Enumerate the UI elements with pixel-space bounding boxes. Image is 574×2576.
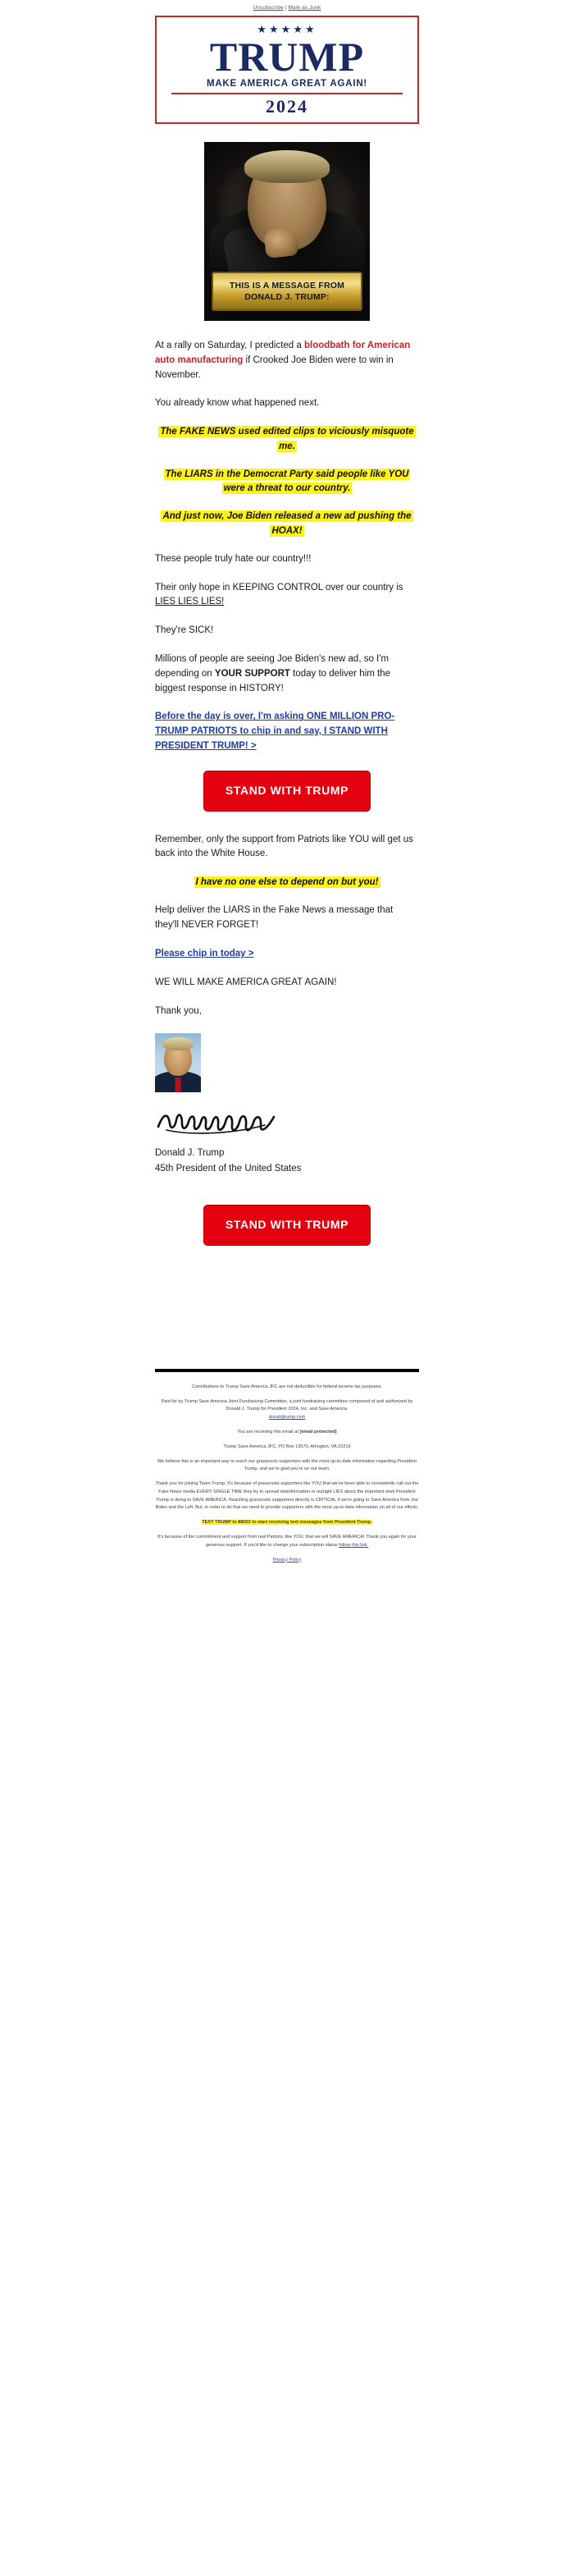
portrait-hair [162, 1037, 194, 1050]
highlight-line-2-text: The LIARS in the Democrat Party said people like YOU were a threat to our country. [165, 469, 409, 493]
footer-paid-for-text: Paid for by Trump Save America Joint Fundraising Committee, a joint fundraising committee composed of and authorized by Donald J. Trump for President 2024, Inc. and Save America. [161, 1398, 413, 1412]
cta-container-bottom [155, 1205, 419, 1246]
hero-hair [244, 150, 330, 183]
footer-address: Trump Save America JFC, PO Box 13570, Arlington, VA 22219 [223, 1444, 351, 1449]
footer-text-keyword: TEXT TRUMP to 88022 [202, 1520, 251, 1526]
hero-gold-plate [212, 272, 362, 311]
highlight-line-1-text: The FAKE NEWS used edited clips to viciously misquote me. [160, 427, 414, 451]
portrait-tie [175, 1078, 181, 1092]
footer-note-3 [155, 1534, 419, 1550]
footer-note-2: Thank you for joining Team Trump. It's because of grassroots supporters like YOU that we've been able to consistently call out the Fake News media EVERY SINGLE TIME they try to spread misinformation or outright LIES about the important work President Trump is doing to SAVE AMERICA. Reaching grassroots supporters directly is CRITICAL if we're going to Save America from Joe Biden and the Left. But, in order to do that we need to provide supporters with the most up-to-date information on all of our efforts. [155, 1481, 419, 1511]
hero-image [204, 142, 370, 321]
highlight-line-4-text: I have no one else to depend on but you! [195, 877, 379, 888]
preheader-bar [0, 0, 574, 14]
hero-plate-line2: DONALD J. TRUMP: [244, 292, 330, 302]
preheader-separator: | [283, 5, 289, 11]
paragraph-7: Remember, only the support from Patriots like YOU will get us back into the White House. [155, 834, 413, 859]
paragraph-6 [155, 652, 419, 696]
subscription-status-link[interactable]: follow this link. [339, 1542, 369, 1548]
stand-with-trump-button-top[interactable]: STAND WITH TRUMP [203, 771, 371, 812]
footer-note-3-text: It's because of the commitment and support from real Patriots, like YOU, that we will SAVE AMERICA! Thank you again for your generous support. If you'd like to change your subscription status [157, 1534, 417, 1548]
stand-with-trump-button-bottom[interactable]: STAND WITH TRUMP [203, 1205, 371, 1246]
hero-pointing-hand [263, 227, 298, 259]
hero-plate-line1: THIS IS A MESSAGE FROM [229, 280, 345, 291]
privacy-policy-link[interactable]: Privacy Policy [272, 1557, 302, 1563]
paragraph-2: You already know what happened next. [155, 398, 320, 409]
footer-text-rest: to start receiving text messages from President Trump. [250, 1520, 372, 1526]
signature-image [155, 1102, 419, 1138]
footer-tax-notice: Contributions to Trump Save America JFC are not deductible for federal income tax purposes. [192, 1384, 382, 1389]
donate-link-primary[interactable]: Before the day is over, I'm asking ONE MILLION PRO-TRUMP PATRIOTS to chip in and say, I STAND WITH PRESIDENT TRUMP! > [155, 711, 395, 752]
hero-plate-text [230, 280, 344, 303]
paragraph-6-part-a: Millions of people are seeing Joe Biden's new ad, so I'm depending on [155, 654, 390, 679]
paragraph-4-underlined: LIES LIES LIES! [155, 597, 225, 607]
paragraph-10: Thank you, [155, 1005, 202, 1016]
footer-recipient-prefix: You are receiving this email at [237, 1429, 300, 1434]
paragraph-4 [155, 581, 419, 611]
mark-as-junk-link[interactable]: Mark as Junk [288, 5, 321, 11]
email-footer [155, 1384, 419, 1586]
trump-logo-block [155, 16, 419, 124]
paragraph-3: These people truly hate our country!!! [155, 553, 312, 564]
paragraph-1-highlight: bloodbath for American auto manufacturing [155, 341, 411, 365]
paragraph-8: Help deliver the LIARS in the Fake News a message that they'll NEVER FORGET! [155, 905, 394, 931]
chip-in-link[interactable]: Please chip in today > [155, 949, 254, 959]
footer-text-signup [155, 1519, 419, 1527]
logo-year: 2024 [266, 96, 308, 117]
highlight-line-3-text: And just now, Joe Biden released a new ad pushing the HOAX! [162, 511, 412, 536]
logo-divider [171, 93, 403, 94]
signature-name: Donald J. Trump [155, 1147, 225, 1158]
footer-recipient-email: [email protected] [299, 1429, 337, 1434]
signature-title: 45th President of the United States [155, 1164, 302, 1174]
paragraph-1-part-b: if Crooked Joe Biden were to win in November. [155, 355, 394, 380]
paragraph-5: They're SICK! [155, 625, 214, 636]
bottom-spacer [0, 1246, 574, 1369]
highlight-line-3 [155, 510, 419, 538]
logo-wordmark: TRUMP [209, 34, 365, 80]
footer-recipient [155, 1429, 419, 1437]
footer-divider [155, 1369, 419, 1372]
footer-website-link[interactable]: donaldjtrump.com [268, 1415, 306, 1421]
cta-container-top [155, 771, 419, 812]
highlight-line-2 [155, 468, 419, 496]
unsubscribe-link[interactable]: Unsubscribe [253, 5, 284, 11]
trump-portrait-photo [155, 1033, 201, 1092]
email-body [155, 321, 419, 1246]
paragraph-9: WE WILL MAKE AMERICA GREAT AGAIN! [155, 977, 337, 987]
highlight-line-1 [155, 425, 419, 454]
paragraph-6-bold: YOUR SUPPORT [214, 668, 290, 679]
logo-tagline: MAKE AMERICA GREAT AGAIN! [206, 79, 368, 89]
paragraph-6-part-c: today to deliver him the biggest response in HISTORY! [155, 668, 391, 693]
stars-decoration: ★★★★★ [257, 23, 317, 35]
footer-privacy [155, 1557, 419, 1565]
highlight-line-4 [155, 876, 419, 890]
footer-note-1: We believe this is an important way to reach our grassroots supporters with the most up-to-date information regarding President Trump, and we're glad you're on our team. [157, 1458, 417, 1472]
paragraph-1 [155, 339, 419, 382]
paragraph-1-part-a: At a rally on Saturday, I predicted a [155, 341, 304, 350]
paragraph-4-part-a: Their only hope in KEEPING CONTROL over our country is [155, 582, 403, 593]
footer-paid-for [155, 1398, 419, 1422]
